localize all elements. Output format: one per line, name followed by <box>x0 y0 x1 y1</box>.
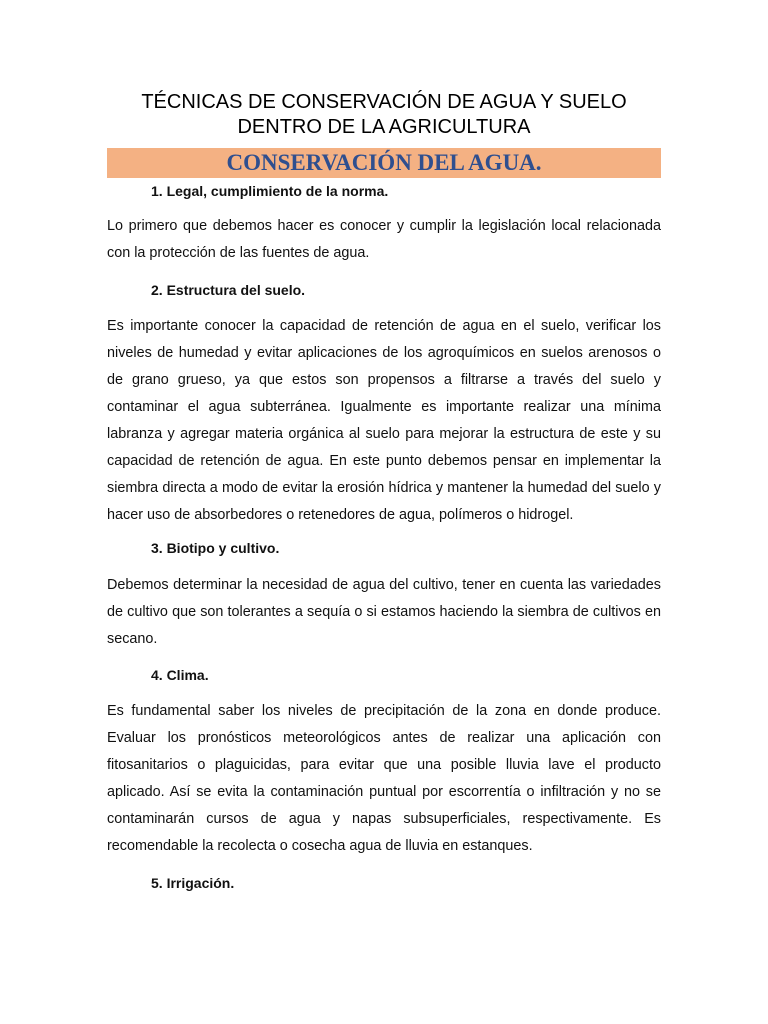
item-heading-estructura-suelo: 2. Estructura del suelo. <box>151 282 306 298</box>
section-banner-conservacion-agua: CONSERVACIÓN DEL AGUA. <box>107 148 661 178</box>
item-heading-clima: 4. Clima. <box>151 667 209 683</box>
item-paragraph-clima: Es fundamental saber los niveles de precipitación de la zona en donde produce. Evaluar los pronósticos meteorológicos antes de realizar una aplicación con fitosanitarios o plaguicidas, para evitar que una posible lluvia lave el producto aplicado. Así se evita la contaminación puntual por escorrentía o infiltración y no se contaminarán cursos de agua y napas subsuperficiales, respectivamente. Es recomendable la recolecta o cosecha agua de lluvia en estanques. <box>107 703 661 854</box>
document-page <box>107 0 661 892</box>
title-line-2: DENTRO DE LA AGRICULTURA <box>237 116 531 138</box>
item-paragraph-estructura-suelo: Es importante conocer la capacidad de retención de agua en el suelo, verificar los niveles de humedad y evitar aplicaciones de los agroquímicos en suelos arenosos o de grano grueso, ya que estos son propensos a filtrarse a través del suelo y contaminar el agua subterránea. Igualmente es importante realizar una mínima labranza y agregar materia orgánica al suelo para mejorar la estructura de este y su capacidad de retención de agua. En este punto debemos pensar en implementar la siembra directa a modo de evitar la erosión hídrica y mantener la humedad del suelo y hacer uso de absorbedores o retenedores de agua, polímeros o hidrogel. <box>107 318 661 523</box>
document-title <box>107 90 661 140</box>
item-heading-legal: 1. Legal, cumplimiento de la norma. <box>151 183 389 199</box>
item-paragraph-biotipo-cultivo: Debemos determinar la necesidad de agua del cultivo, tener en cuenta las variedades de cultivo que son tolerantes a sequía o si estamos haciendo la siembra de cultivos en secano. <box>107 577 661 647</box>
item-heading-irrigacion: 5. Irrigación. <box>151 875 235 891</box>
title-line-1: TÉCNICAS DE CONSERVACIÓN DE AGUA Y SUELO <box>141 91 627 113</box>
item-paragraph-legal: Lo primero que debemos hacer es conocer y cumplir la legislación local relacionada con la protección de las fuentes de agua. <box>107 218 661 261</box>
item-heading-biotipo-cultivo: 3. Biotipo y cultivo. <box>151 540 280 556</box>
